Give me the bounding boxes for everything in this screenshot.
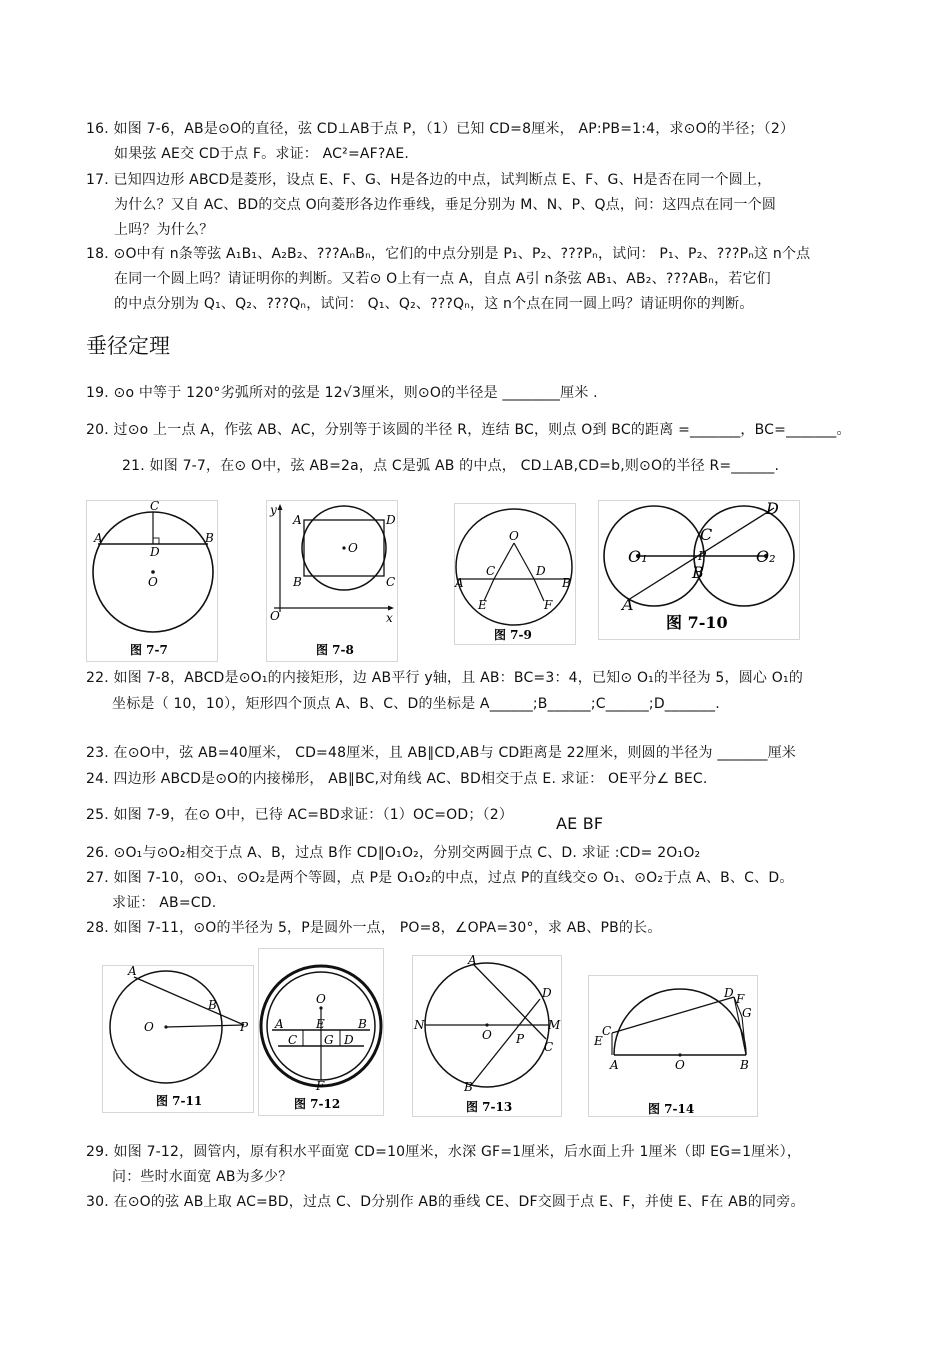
label-D: D: [150, 545, 160, 559]
figure-7-10: [598, 500, 800, 640]
label-O2: O₂: [756, 547, 776, 566]
label-B: B: [358, 1017, 367, 1031]
label-O: O: [509, 529, 519, 543]
problem-27-line-2: 求证： AB=CD.: [112, 895, 217, 911]
label-O1: O: [348, 541, 358, 555]
problem-29-line-1: 29. 如图 7-12，圆管内，原有积水平面宽 CD=10厘米，水深 GF=1厘米，后水面上升 1厘米（即 EG=1厘米），: [86, 1144, 802, 1160]
label-A: A: [455, 576, 464, 590]
problem-18-line-1: 18. ⊙O中有 n条等弦 A₁B₁、A₂B₂、???AₙBₙ，它们的中点分别是 P₁、P₂、???Pₙ，试问： P₁、P₂、???Pₙ这 n个点: [86, 246, 811, 262]
problem-25-tail: AE BF: [556, 814, 604, 833]
problem-21: 21. 如图 7-7，在⊙ O中，弦 AB=2a，点 C是弧 AB 的中点， CD⊥AB,CD=b,则⊙O的半径 R=______.: [122, 458, 780, 474]
label-C: C: [602, 1024, 612, 1038]
label-O: O: [675, 1058, 685, 1072]
problem-25: 25. 如图 7-9，在⊙ O中，已待 AC=BD求证：（1）OC=OD；（2）: [86, 807, 514, 823]
problem-23: 23. 在⊙O中，弦 AB=40厘米， CD=48厘米，且 AB∥CD,AB与 CD距离是 22厘米，则圆的半径为 _______厘米: [86, 745, 797, 761]
label-B: B: [562, 576, 571, 590]
label-P: P: [240, 1020, 249, 1034]
label-C: C: [288, 1033, 298, 1047]
problem-27-line-1: 27. 如图 7-10，⊙O₁、⊙O₂是两个等圆，点 P是 O₁O₂的中点，过点 P的直线交⊙ O₁、⊙O₂于点 A、B、C、D。: [86, 870, 794, 886]
label-D: D: [724, 986, 734, 1000]
label-O: O: [482, 1028, 492, 1042]
label-B: B: [208, 998, 217, 1012]
figure-7-9: [454, 503, 576, 645]
label-B: B: [205, 531, 214, 545]
label-O: O: [316, 992, 326, 1006]
label-D: D: [536, 564, 546, 578]
label-C: C: [386, 575, 396, 589]
problem-18-line-3: 的中点分别为 Q₁、Q₂、???Qₙ，试问： Q₁、Q₂、???Qₙ，这 n个点在同一圆上吗？请证明你的判断。: [114, 296, 754, 312]
label-E: E: [316, 1017, 325, 1031]
label-D: D: [386, 513, 396, 527]
label-A: A: [94, 531, 103, 545]
problem-17-line-3: 上吗？为什么？: [114, 222, 214, 238]
label-origin: O: [270, 609, 280, 623]
figure-7-11-caption: 图 7-11: [156, 1094, 203, 1108]
label-A: A: [610, 1058, 619, 1072]
figure-7-12-caption: 图 7-12: [294, 1097, 341, 1111]
problem-22-line-2: 坐标是（ 10，10），矩形四个顶点 A、B、C、D的坐标是 A______;B______;C______;D_______.: [112, 696, 720, 712]
label-B: B: [293, 575, 302, 589]
problem-19: 19. ⊙o 中等于 120°劣弧所对的弦是 12√3厘米，则⊙O的半径是 ________厘米 .: [86, 385, 598, 401]
label-B: B: [692, 563, 704, 582]
label-E: E: [594, 1034, 603, 1048]
label-P: P: [698, 549, 707, 563]
label-A: A: [622, 595, 634, 614]
problem-26: 26. ⊙O₁与⊙O₂相交于点 A、B，过点 B作 CD∥O₁O₂，分别交两圆于点 C、D. 求证 :CD= 2O₁O₂: [86, 845, 701, 861]
label-x: x: [386, 611, 393, 625]
section-title: 垂径定理: [86, 334, 170, 358]
label-O1: O₁: [628, 547, 648, 566]
problem-24: 24. 四边形 ABCD是⊙O的内接梯形， AB∥BC,对角线 AC、BD相交于点 E. 求证： OE平分∠ BEC.: [86, 771, 708, 787]
problem-22-line-1: 22. 如图 7-8，ABCD是⊙O₁的内接矩形，边 AB平行 y轴，且 AB：BC=3：4，已知⊙ O₁的半径为 5，圆心 O₁的: [86, 670, 804, 686]
label-G: G: [324, 1033, 334, 1047]
label-F: F: [736, 992, 745, 1006]
figure-7-11: [102, 965, 254, 1113]
label-D: D: [542, 986, 552, 1000]
label-A: A: [128, 965, 137, 978]
label-O: O: [144, 1020, 154, 1034]
label-B: B: [464, 1080, 473, 1094]
label-A: A: [468, 955, 477, 967]
figure-7-7-caption: 图 7-7: [130, 643, 168, 657]
figure-7-13: [412, 955, 562, 1117]
label-N: N: [414, 1018, 425, 1032]
problem-17-line-1: 17. 已知四边形 ABCD是菱形，设点 E、F、G、H是各边的中点，试判断点 E、F、G、H是否在同一个圆上，: [86, 172, 772, 188]
problem-17-line-2: 为什么？又自 AC、BD的交点 O向菱形各边作垂线，垂足分别为 M、N、P、Q点，问：这四点在同一个圆: [114, 197, 777, 213]
figure-7-14-caption: 图 7-14: [648, 1102, 695, 1116]
problem-16-line-2: 如果弦 AE交 CD于点 F。求证： AC²=AF?AE.: [114, 146, 410, 162]
figure-7-9-caption: 图 7-9: [494, 628, 532, 642]
problem-29-line-2: 问：些时水面宽 AB为多少？: [112, 1169, 293, 1185]
figure-7-10-caption: 图 7-10: [666, 613, 728, 632]
label-B: B: [740, 1058, 749, 1072]
label-P: P: [516, 1032, 525, 1046]
figure-7-8-caption: 图 7-8: [316, 643, 354, 657]
problem-16-line-1: 16. 如图 7-6，AB是⊙O的直径，弦 CD⊥AB于点 P，（1）已知 CD=8厘米， AP:PB=1:4，求⊙O的半径；（2）: [86, 121, 795, 137]
problem-20: 20. 过⊙o 上一点 A，作弦 AB、AC，分别等于该圆的半径 R，连结 BC，则点 O到 BC的距离 =_______，BC=_______。: [86, 422, 851, 438]
label-C: C: [544, 1040, 554, 1054]
label-y: y: [270, 503, 277, 517]
figure-7-12: [258, 948, 384, 1116]
label-C: C: [700, 525, 713, 544]
label-C: C: [150, 500, 160, 513]
label-F: F: [316, 1079, 325, 1093]
label-O: O: [148, 575, 158, 589]
label-F: F: [544, 598, 553, 612]
label-C: C: [486, 564, 496, 578]
label-E: E: [478, 598, 487, 612]
problem-28: 28. 如图 7-11，⊙O的半径为 5，P是圆外一点， PO=8，∠OPA=30°，求 AB、PB的长。: [86, 920, 662, 936]
problem-18-line-2: 在同一个圆上吗？请证明你的判断。又若⊙ O上有一点 A，自点 A引 n条弦 AB₁、AB₂、???ABₙ，若它们: [114, 271, 771, 287]
label-G: G: [742, 1006, 752, 1020]
figure-7-13-caption: 图 7-13: [466, 1100, 513, 1114]
figure-7-14: [588, 975, 758, 1117]
figure-7-7: [86, 500, 218, 662]
label-M: M: [548, 1018, 561, 1032]
label-A: A: [275, 1017, 284, 1031]
label-D: D: [344, 1033, 354, 1047]
label-D: D: [766, 500, 779, 518]
figure-7-8: [266, 500, 398, 662]
problem-30: 30. 在⊙O的弦 AB上取 AC=BD，过点 C、D分别作 AB的垂线 CE、DF交圆于点 E、F，并使 E、F在 AB的同旁。: [86, 1194, 805, 1210]
label-A: A: [293, 513, 302, 527]
